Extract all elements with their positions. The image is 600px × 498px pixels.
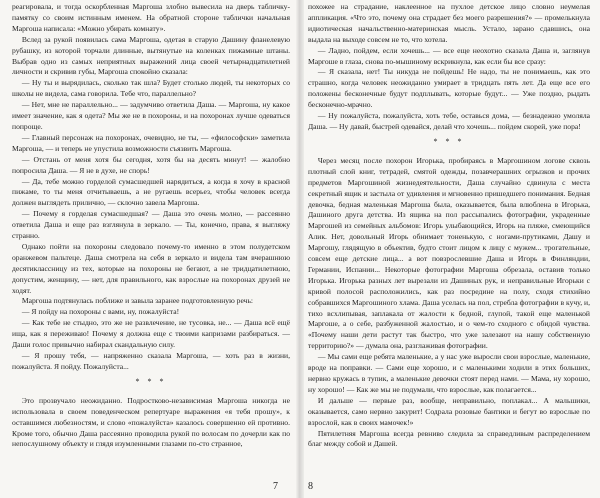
paragraph: — Нет, мне не параллельно... — задумчиво ответила Даша. — Маргоша, ну какое имеет значение, как я одета? Мы же не в похороны, и на похоронах лучше одеваться попроще.: [12, 100, 290, 131]
paragraph: Маргоша подтянулась поближе и завыла заранее подготовленную речь:: [21, 296, 254, 306]
right-page-text: [308, 2, 590, 450]
paragraph: Через месяц после похорон Игорька, пробираясь в Маргошином логове сквозь плотный слой книг, тетрадей, смятой одежды, позавчерашних огрызков и прочих предметов Маргошиной жизнедеятельности, Даша случайно сдвинула с места секретный ящик и застыла от удивления и мгновенно пришедшего понимания. Бедная девочка, бедная маленькая Маргоша была, оказывается, была влюблена в Игорька, Дашиного друга детства. Из ящика на пол рассыпались фотографии, украденные Маргошей из семейных альбомов: Игорь улыбающийся, Игорь на пляже, смеющийся Алик. Нет, довольный Игорь обнимает тоненькую, с ногами-прутиками, Дашу и Маргошу, глядящую в объектив, будто стоит лицом к лицу с мужем... трогательные, совсем еще детские лица... а вот повзрослевшие Даша и Игорь в Финляндии, Германии, Испании... Некоторые фотографии Маргоша обрезала, оставив только Игорька. Игорька разных лет вырезали из Дашиных рук, и неправильные Игорьки с кривой полосой расположились, как раз посредине на полу, сходя стихийно собравшихся Маргошиного хлама. Даша уселась на пол, стребла фотографии в кучу, и, тихо всхлипывая, заплакала от жалости к бедной, глупой, такой еще маленькой Маргоше, а о себе, разбуженной жалостью, и о чем-то сходного с обидой чувства. «Почему наши дети растут так быстро, что уже залезают на нашу собственную территорию?» — думала она, разглаживая фотографии.: [308, 155, 590, 351]
section-divider: * * *: [433, 136, 465, 146]
paragraph: — Мы сами еще ребята маленькие, а у нас уже выросли свои взрослые, маленькие, вроде на поправки. — Сами еще хорошо, и с маленькими ходили в этих больших, нервно кружась в тупик, а маленькие девочки стоят перед нами. — Мама, ну хорошо, ну хорошо! — Как же мы не подумали, что взрослые, как полагается...: [308, 352, 590, 394]
left-page-text: [12, 2, 290, 450]
paragraph: — Ну ты и вырядилась, сколько так шла? Будет столько людей, ты некоторых со школы не видела, сама говорила. Тебе что, параллельно?: [12, 78, 290, 99]
paragraph: реагировала, и тогда оскорбленная Маргоша злобно вывесила на дверь табличку-памятку со своим истинным именем. На обратной стороне таблички начальная Маргоша написала: «Можно убирать комнату».: [12, 2, 290, 33]
paragraph: Пятилетняя Маргоша всегда ревниво следила за справедливым распределением благ между собой и Дашей.: [308, 428, 590, 449]
paragraph: И дальше — первые раз, вообще, неправильно, поплакал... А мальшики, оказывается, само нервно закурит! Содрала розовые бантики и бегут во взрослые по взрослой, как в своих мамочек!»: [308, 395, 590, 427]
paragraph: — Отстань от меня хотя бы сегодня, хотя бы на десять минут! — жалобно попросила Даша. — Я не в духе, не спорь!: [12, 154, 290, 175]
section-divider: * * *: [135, 376, 167, 386]
paragraph: Однако пойти на похороны следовало почему-то именно в этом полудетском оранжевом пальтеце. Даша смотрела на себя в зеркало и видела там вчерашнюю десятиклассницу из тех, которые на похороны не бегают, а не тридцатилетнюю, допустим, женщину, — нет, для правильного, как взрослые на похоронах друзей не ходят.: [12, 241, 290, 295]
paragraph: — Да, тебе можно горделой сумасшедшей нарядиться, а когда я хочу в красной пижаме, то ты меня отчитываешь, а не ругаешь всерьез, чтобы человек всегда должен выглядеть прилично, — склочно завела Маргоша.: [12, 176, 290, 208]
paragraph: — Ну пожалуйста, пожалуйста, хоть тебе, оставься дома, — безнадежно умоляла Даша. — Ну давай, быстрей одевайся, делай что хочешь... пойдем скорей, уже пора!: [308, 111, 590, 131]
paragraph: — Главный персонаж на похоронах, очевидно, не ты, — «философски» заметила Маргоша, — и теперь не упустила возможности съязвить Маргоша.: [12, 132, 290, 153]
book-gutter: [296, 0, 304, 498]
paragraph: — Как тебе не стыдно, это же не развлечение, не тусовка, не... — Даша всё ещё ища, как я переживаю! Почему я должна еще с твоими капризами разбираться. — Даши голос привычно набирал скандальную силу.: [12, 318, 290, 350]
page-number-right: 8: [308, 481, 313, 492]
paragraph: — Я пойду на похороны с вами, ну, пожалуйста!: [21, 307, 180, 317]
paragraph: — Ладно, пойдем, если хочешь... — все еще неохотно сказала Даша и, заглянув Маргоше в глаза, снова по-мышиному вскрикнула, как если бы все сразу:: [308, 45, 590, 66]
paragraph: похожее на страдание, наклеенное на пухлое детское лицо словно неумелая аппликация. «Что это, почему она страдает без моего разрешения?» — промелькнула идиотическая начальственно-материнская мысль. Устало, зарано сдавшись, она выдала на выходе совсем не то, что хотела.: [308, 2, 590, 44]
paragraph: — Я прошу тебя, — напряженно сказала Маргоша, — хоть раз в жизни, пожалуйста. Я пойду. Пожалуйста...: [12, 351, 290, 371]
paragraph: — Я сказала, нет! Ты никуда не пойдешь! Не надо, ты не понимаешь, как это страшно, когда человек неожиданно умирает в тридцать пять лет. Да еще все его положены бесконечные будут подплывать, которые будут... — Уже поздно, рыдать бесконечно-мрачно.: [308, 67, 590, 110]
left-page: [0, 0, 298, 498]
paragraph: Это прозвучало неожиданно. Подростково-независимая Маргоша никогда не использовала в своем поведенческом репертуаре выражения «я тебя прошу», к оставшимся любезностям, и слово «пожалуйста» казалось совершенно ей противно. Кроме того, обычно Даша рассеянно проводила рукой по волосам по дочерли как по непослушному объекту и глядя изумленными глазами по-сто странное,: [12, 395, 290, 449]
right-page: [298, 0, 600, 498]
page-number-left: 7: [273, 481, 278, 492]
paragraph: — Почему я горделая сумасшедшая? — Даша это очень молно, — рассеянно ответила Даша и еще раз взглянула в зеркало. — Ты, конечно, права, я выгляжу странно.: [12, 209, 290, 241]
paragraph: Вслед за рукой появилась сама Маргоша, одетая в старую Дашину фланелевую рубашку, из которой торчали длинные, вытянутые на коленках пижамные штаны. Выбрав одно из самых неприятных выражений лица своей четырнадцатилетней личности и скривив губы, Маргоша спокойно сказала:: [12, 34, 290, 77]
